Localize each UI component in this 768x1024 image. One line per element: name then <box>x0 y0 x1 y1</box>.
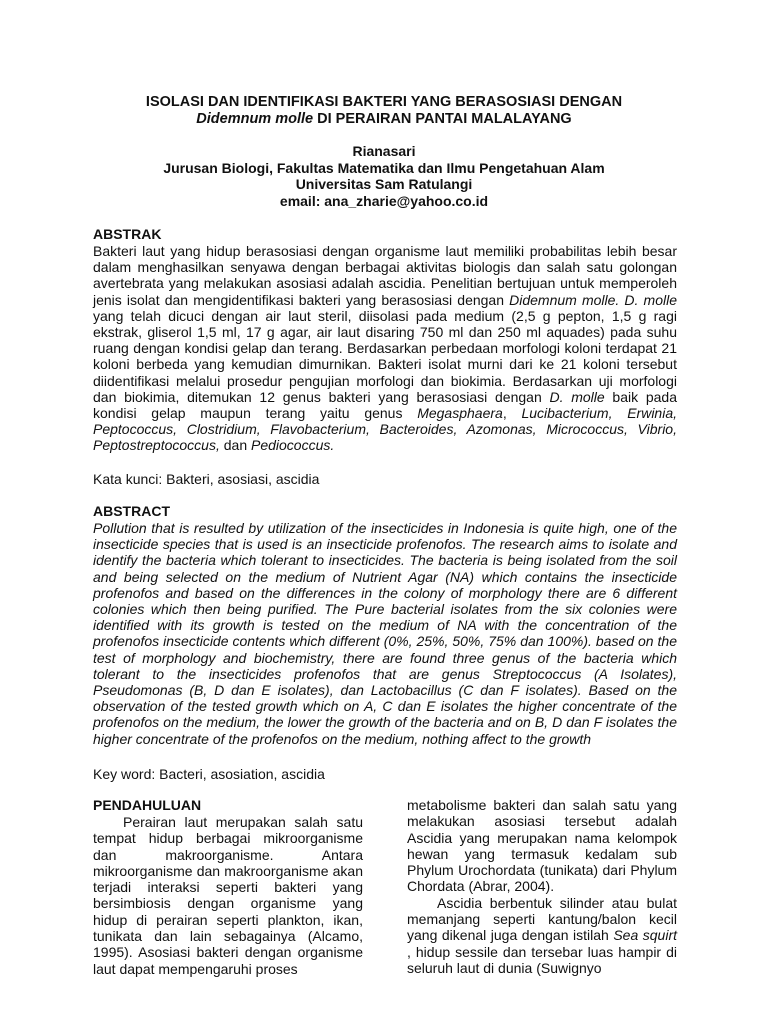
abstract-heading: ABSTRACT <box>93 503 170 519</box>
right-paragraph-2 <box>407 895 677 976</box>
author-block <box>60 143 708 209</box>
author-university: Universitas Sam Ratulangi <box>295 176 473 192</box>
author-department: Jurusan Biologi, Fakultas Matematika dan Ilmu Pengetahuan Alam <box>163 159 605 176</box>
abstrak-text-part: yang telah dicuci dengan air laut steril, diisolasi pada medium (2,5 g pepton, 1,5 g ragi ekstrak, gliserol 1,5 ml, 17 g agar, air laut disaring 750 ml dan 250 ml aquades) pada suhu ruang dengan kondisi gelap dan terang. Berdasarkan perbedaan morfologi koloni terdapat 21 koloni berbeda yang kemudian dimurnikan. Bakteri isolat murni dari ke 21 koloni tersebut diidentifikasi melalui prosedur pengujian morfologi dan biokimia. Berdasarkan uji morfologi dan biokimia, ditemukan 12 genus bakteri yang berasosiasi dengan <box>93 307 677 405</box>
author-name: Rianasari <box>352 143 416 159</box>
abstrak-italic-part: Megasphaera <box>417 405 503 422</box>
kata-kunci: Kata kunci: Bakteri, asosiasi, ascidia <box>93 471 320 487</box>
abstrak-text-part: baik pada kondisi gelap maupun terang yaitu genus <box>93 388 677 422</box>
abstrak-italic-part: D. molle <box>549 388 605 405</box>
abstrak-italic-part: Didemnum molle. D. molle <box>509 291 677 308</box>
abstract-text: Pollution that is resulted by utilization of the insecticides in Indonesia is quite high, one of the insecticide species that is used is an insecticide profenofos. The research aims to isolate and identify the bacteria which tolerant to insecticides. The bacteria is being isolated from the soil and being selected on the medium of Nutrient Agar (NA) which contains the insecticide profenofos and based on the differences in the colony of morphology there are 6 different colonies which then being purified. The Pure bacterial isolates from the six colonies were identified with its growth is tested on the medium of NA with the concentration of the profenofos insecticide contents which different (0%, 25%, 50%, 75% dan 100%). based on the test of morphology and biochemistry, there are found three genus of the bacteria which tolerant to the insecticides profenofos that are genus Streptococcus (A Isolates), Pseudomonas (B, D dan E isolates), dan Lactobacillus (C dan F isolates). Based on the observation of the tested growth which on A, C dan E isolates the higher concentrate of the profenofos on the medium, the lower the growth of the bacteria and on B, D dan F isolates the higher concentrate of the profenofos on the medium, nothing affect to the growth <box>93 520 677 747</box>
left-column <box>93 814 363 977</box>
abstrak-text <box>93 243 677 454</box>
right-paragraph-2-part: , hidup sessile dan tersebar luas hampir di seluruh laut di dunia (Suwignyo <box>407 943 677 976</box>
abstrak-text-part: , <box>502 405 522 422</box>
right-column <box>407 797 677 976</box>
title-line-1: ISOLASI DAN IDENTIFIKASI BAKTERI YANG BERASOSIASI DENGAN <box>145 94 623 110</box>
abstrak-italic-part: Pediococcus. <box>251 437 335 454</box>
abstrak-text-part: Bakteri laut yang hidup berasosiasi dengan organisme laut memiliki probabilitas lebih besar dalam menghasilkan senyawa dengan berbagai aktivitas biologis dan salah satu golongan avertebrata yang melakukan asosiasi adalah ascidia. Penelitian bertujuan untuk memperoleh jenis isolat dan mengidentifikasi bakteri yang berasosiasi dengan <box>93 243 677 308</box>
title-line-2-rest: DI PERAIRAN PANTAI MALALAYANG <box>313 111 572 127</box>
paper-title <box>60 94 708 128</box>
pendahuluan-heading: PENDAHULUAN <box>93 797 202 813</box>
right-paragraph-2-part: Ascidia berbentuk silinder atau bulat memanjang seperti kantung/balon kecil yang dikenal juga dengan istilah <box>407 894 677 944</box>
key-word: Key word: Bacteri, asosiation, ascidia <box>93 766 325 782</box>
abstrak-italic-part: Lucibacterium, Erwinia, Peptococcus, Clostridium, Flavobacterium, Bacteroides, Azomonas, Micrococcus, Vibrio, Peptostreptococcus, <box>93 405 677 454</box>
author-email: email: ana_zharie@yahoo.co.id <box>279 192 489 209</box>
left-paragraph: Perairan laut merupakan salah satu tempat hidup berbagai mikroorganisme dan makroorganisme. Antara mikroorganisme dan makroorganisme akan terjadi interaksi seperti bakteri yang bersimbiosis dengan organisme yang hidup di perairan seperti plankton, ikan, tunikata dan lain sebagainya (Alcamo, 1995). Asosiasi bakteri dengan organisme laut dapat mempengaruhi proses <box>93 814 363 977</box>
right-paragraph-1: metabolisme bakteri dan salah satu yang melakukan asosiasi tersebut adalah Ascidia yang merupakan nama kelompok hewan yang termasuk kedalam sub Phylum Urochordata (tunikata) dari Phylum Chordata (Abrar, 2004). <box>407 797 677 895</box>
sea-squirt-term: Sea squirt <box>613 927 677 944</box>
abstrak-heading: ABSTRAK <box>93 226 162 242</box>
title-line-2 <box>60 111 708 128</box>
species-name: Didemnum molle <box>196 111 314 127</box>
abstrak-text-part: dan <box>219 437 251 454</box>
